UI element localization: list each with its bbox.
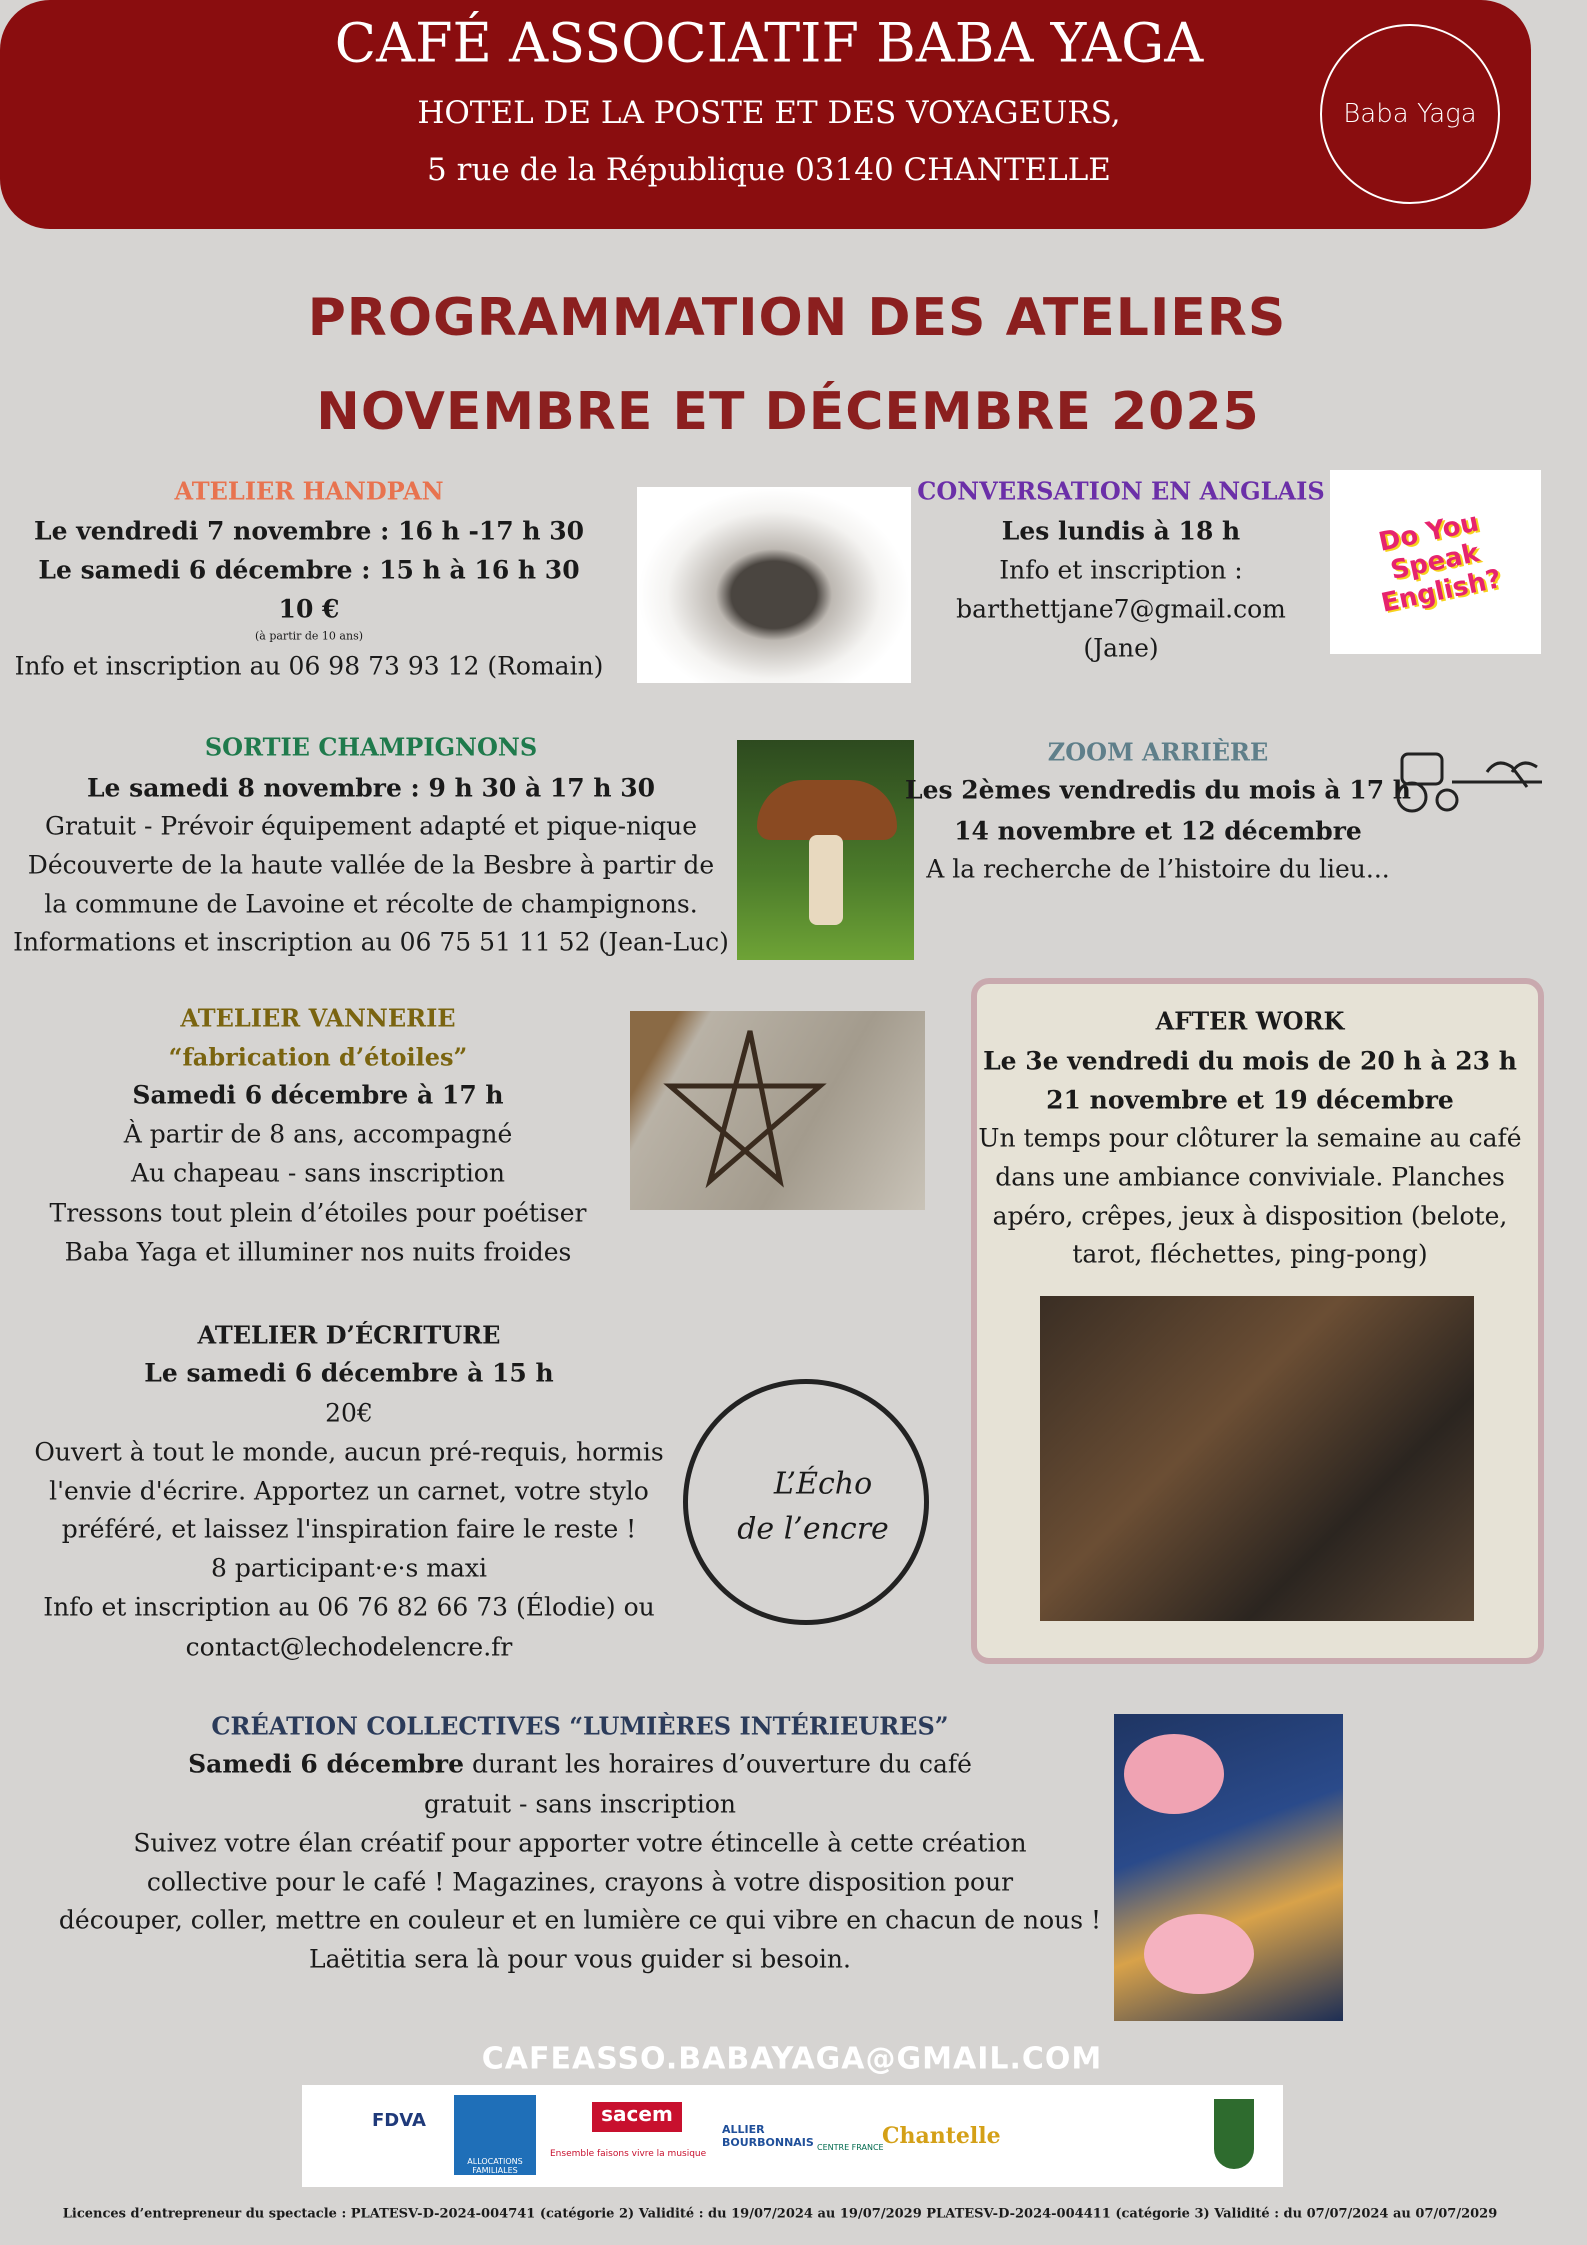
info-line: Info et inscription : [999, 555, 1243, 585]
section-title: ATELIER D’ÉCRITURE [197, 1320, 501, 1350]
text-line: tarot, fléchettes, ping-pong) [1072, 1239, 1428, 1269]
contact-name: (Jane) [1083, 633, 1159, 663]
text-line: Gratuit - Prévoir équipement adapté et pique-nique [44, 811, 698, 841]
allier-logo: ALLIER BOURBONNAIS [722, 2123, 814, 2149]
cafe-title: CAFÉ ASSOCIATIF BABA YAGA [334, 11, 1204, 75]
text-line: Tressons tout plein d’étoiles pour poétiser [49, 1198, 587, 1228]
date-line: Le vendredi 7 novembre : 16 h -17 h 30 [34, 516, 584, 546]
text-line: Un temps pour clôturer la semaine au café [978, 1123, 1522, 1153]
age-note: (à partir de 10 ans) [254, 629, 364, 643]
sacem-logo: sacem [592, 2102, 682, 2132]
date-line: 21 novembre et 19 décembre [1046, 1085, 1454, 1115]
price: 10 € [278, 594, 340, 624]
after-work-photo [1040, 1296, 1474, 1621]
collage-image [1114, 1714, 1343, 2021]
info-line: Info et inscription au 06 76 82 66 73 (Élodie) ou [43, 1592, 655, 1622]
section-title: CRÉATION COLLECTIVES “LUMIÈRES INTÉRIEURES” [211, 1711, 949, 1741]
date-line: Les 2èmes vendredis du mois à 17 h [905, 775, 1411, 805]
caf-logo: ALLOCATIONS FAMILIALES [454, 2095, 536, 2175]
handpan-drawing-image [637, 487, 911, 683]
section-title: AFTER WORK [1155, 1006, 1345, 1036]
text-line: préféré, et laissez l'inspiration faire le reste ! [61, 1514, 637, 1544]
text-line: A la recherche de l’histoire du lieu... [926, 854, 1390, 884]
text-line: découper, coller, mettre en couleur et en lumière ce qui vibre en chacun de nous ! [58, 1905, 1102, 1935]
section-title: CONVERSATION EN ANGLAIS [917, 476, 1325, 506]
programme-title: PROGRAMMATION DES ATELIERS [307, 288, 1287, 348]
programme-subtitle: NOVEMBRE ET DÉCEMBRE 2025 [316, 382, 1260, 442]
date-line: 14 novembre et 12 décembre [954, 816, 1362, 846]
info-line: Informations et inscription au 06 75 51 11 52 (Jean-Luc) [13, 927, 729, 957]
woven-star-image [630, 1011, 925, 1210]
date-line: Le samedi 6 décembre : 15 h à 16 h 30 [38, 555, 580, 585]
info-line: Info et inscription au 06 98 73 93 12 (Romain) [14, 651, 604, 681]
email-link[interactable]: barthettjane7@gmail.com [956, 594, 1286, 624]
text-line: Laëtitia sera là pour vous guider si besoin. [309, 1944, 851, 1974]
date-line: Le samedi 8 novembre : 9 h 30 à 17 h 30 [86, 773, 656, 803]
echo-de-lencre-logo: L’Écho de l’encre [683, 1379, 929, 1625]
date-line: Les lundis à 18 h [1001, 516, 1241, 546]
sacem-tagline: Ensemble faisons vivre la musique [550, 2149, 707, 2159]
address-line-2: 5 rue de la République 03140 CHANTELLE [427, 152, 1111, 188]
text-line: Au chapeau - sans inscription [131, 1158, 505, 1188]
text-line: l'envie d'écrire. Apportez un carnet, votre stylo [49, 1476, 649, 1506]
text-line: Baba Yaga et illuminer nos nuits froides [64, 1237, 572, 1267]
text-line: gratuit - sans inscription [423, 1789, 737, 1819]
sponsor-logos [302, 2085, 1283, 2187]
section-title: ATELIER HANDPAN [174, 476, 444, 506]
text-line: dans une ambiance conviviale. Planches [995, 1162, 1505, 1192]
text-line: 8 participant·e·s maxi [211, 1553, 487, 1583]
do-you-speak-english-image: Do You Speak English? [1330, 470, 1541, 654]
section-subtitle: “fabrication d’étoiles” [168, 1042, 468, 1072]
text-line: Ouvert à tout le monde, aucun pré-requis, hormis [34, 1437, 664, 1467]
license-line: Licences d’entrepreneur du spectacle : PLATESV-D-2024-004741 (catégorie 2) Validité : du 19/07/2024 au 19/07/2029 PLATESV-D-2024-004411 (catégorie 3) Validité : du 07/07/2024 au 07/07/2029 [62, 2206, 1498, 2222]
header-banner [0, 0, 1531, 229]
baba-yaga-logo: Baba Yaga [1320, 24, 1500, 204]
coat-of-arms-logo [1214, 2099, 1254, 2169]
price: 20€ [325, 1398, 373, 1428]
section-title: SORTIE CHAMPIGNONS [204, 732, 538, 762]
mushroom-image [737, 740, 914, 960]
date-line: Le samedi 6 décembre à 15 h [144, 1358, 554, 1388]
carriage-icon [1392, 742, 1552, 819]
date-line: Samedi 6 décembre à 17 h [132, 1080, 504, 1110]
fdva-logo: FDVA [372, 2110, 426, 2131]
date-line: Le 3e vendredi du mois de 20 h à 23 h [983, 1046, 1517, 1076]
text-line: apéro, crêpes, jeux à disposition (belote, [992, 1201, 1508, 1231]
section-title: ZOOM ARRIÈRE [1047, 737, 1269, 767]
text-line: Suivez votre élan créatif pour apporter votre étincelle à cette création [133, 1828, 1027, 1858]
chantelle-logo: Chantelle [882, 2123, 1001, 2149]
email-link[interactable]: contact@lechodelencre.fr [185, 1632, 513, 1662]
address-line-1: HOTEL DE LA POSTE ET DES VOYAGEURS, [417, 95, 1121, 131]
text-line: la commune de Lavoine et récolte de champignons. [44, 889, 698, 919]
text-line: À partir de 8 ans, accompagné [123, 1119, 513, 1149]
section-title: ATELIER VANNERIE [180, 1003, 456, 1033]
text-line: collective pour le café ! Magazines, crayons à votre disposition pour [146, 1867, 1014, 1897]
contact-email[interactable]: CAFEASSO.BABAYAGA@GMAIL.COM [481, 2041, 1103, 2077]
credit-agricole-logo: CENTRE FRANCE [817, 2143, 884, 2152]
date-line: Samedi 6 décembre durant les horaires d’ouverture du café [188, 1749, 972, 1779]
text-line: Découverte de la haute vallée de la Besbre à partir de [27, 850, 715, 880]
